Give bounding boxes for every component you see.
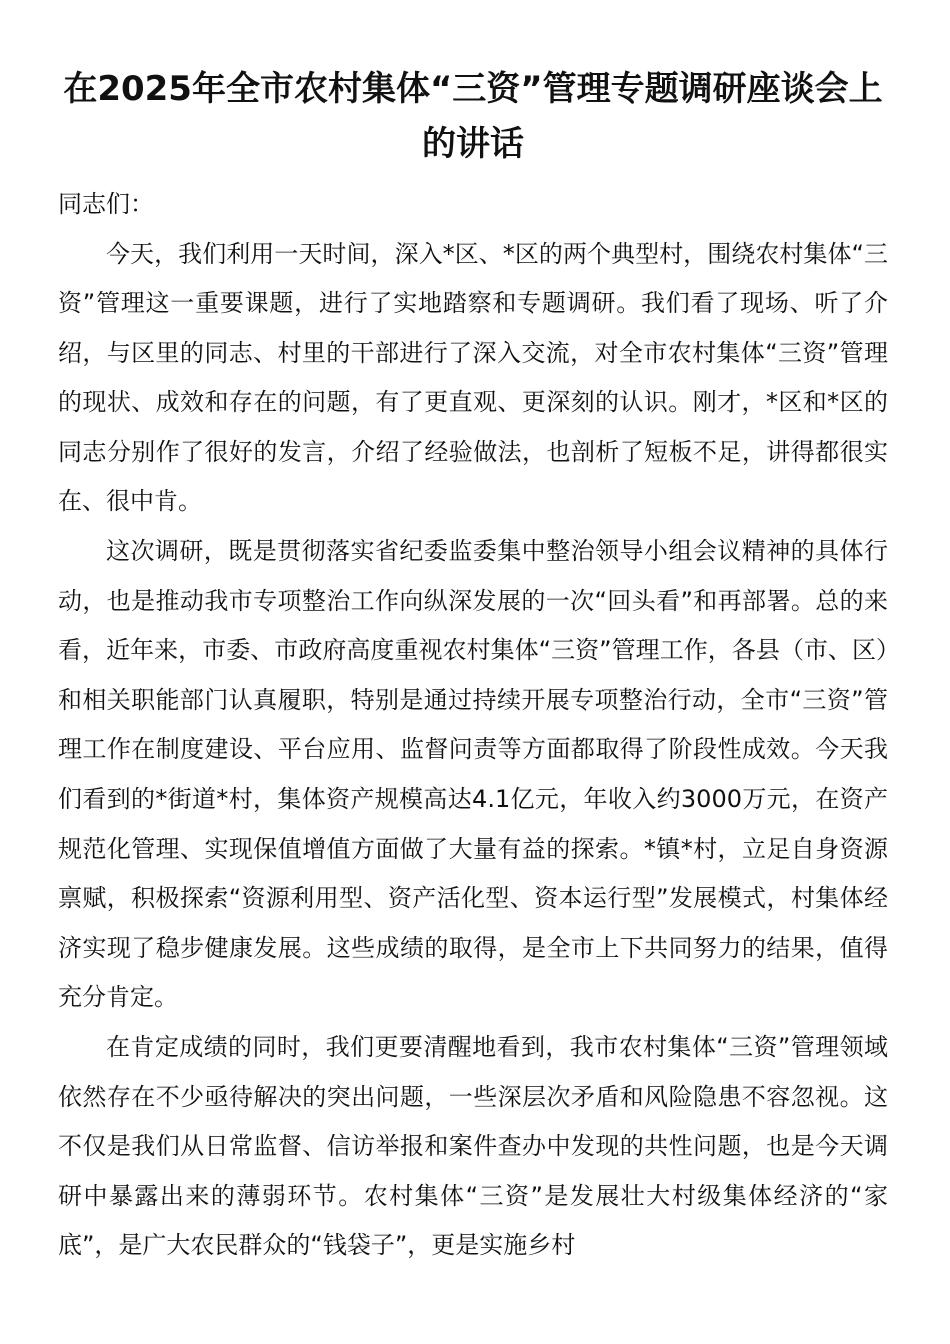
paragraph-intro: 今天，我们利用一天时间，深入*区、*区的两个典型村，围绕农村集体“三资”管理这一重要课题，进行了实地踏察和专题调研。我们看了现场、听了介绍，与区里的同志、村里的干部进行了深入交流，对全市农村集体“三资”管理的现状、成效和存在的问题，有了更直观、更深刻的认识。刚才，*区和*区的同志分别作了很好的发言，介绍了经验做法，也剖析了短板不足，讲得都很实在、很中肯。 [58, 239, 888, 516]
document-page [58, 62, 888, 1271]
paragraph-problems: 在肯定成绩的同时，我们更要清醒地看到，我市农村集体“三资”管理领域依然存在不少亟待解决的突出问题，一些深层次矛盾和风险隐患不容忽视。这不仅是我们从日常监督、信访举报和案件查办中发现的共性问题，也是今天调研中暴露出来的薄弱环节。农村集体“三资”是发展壮大村级集体经济的“家底”，是广大农民群众的“钱袋子”，更是实施乡村 [58, 1033, 888, 1260]
salutation: 同志们： [58, 190, 154, 218]
paragraph-achievements: 这次调研，既是贯彻落实省纪委监委集中整治领导小组会议精神的具体行动，也是推动我市专项整治工作向纵深发展的一次“回头看”和再部署。总的来看，近年来，市委、市政府高度重视农村集体“三资”管理工作，各县（市、区）和相关职能部门认真履职，特别是通过持续开展专项整治行动，全市“三资”管理工作在制度建设、平台应用、监督问责等方面都取得了阶段性成效。今天我们看到的*街道*村，集体资产规模高达4.1亿元，年收入约3000万元，在资产规范化管理、实现保值增值方面做了大量有益的探索。*镇*村，立足自身资源禀赋，积极探索“资源利用型、资产活化型、资本运行型”发展模式，村集体经济实现了稳步健康发展。这些成绩的取得，是全市上下共同努力的结果，值得充分肯定。 [58, 537, 888, 1012]
document-title: 在2025年全市农村集体“三资”管理专题调研座谈会上的讲话 [63, 69, 883, 164]
